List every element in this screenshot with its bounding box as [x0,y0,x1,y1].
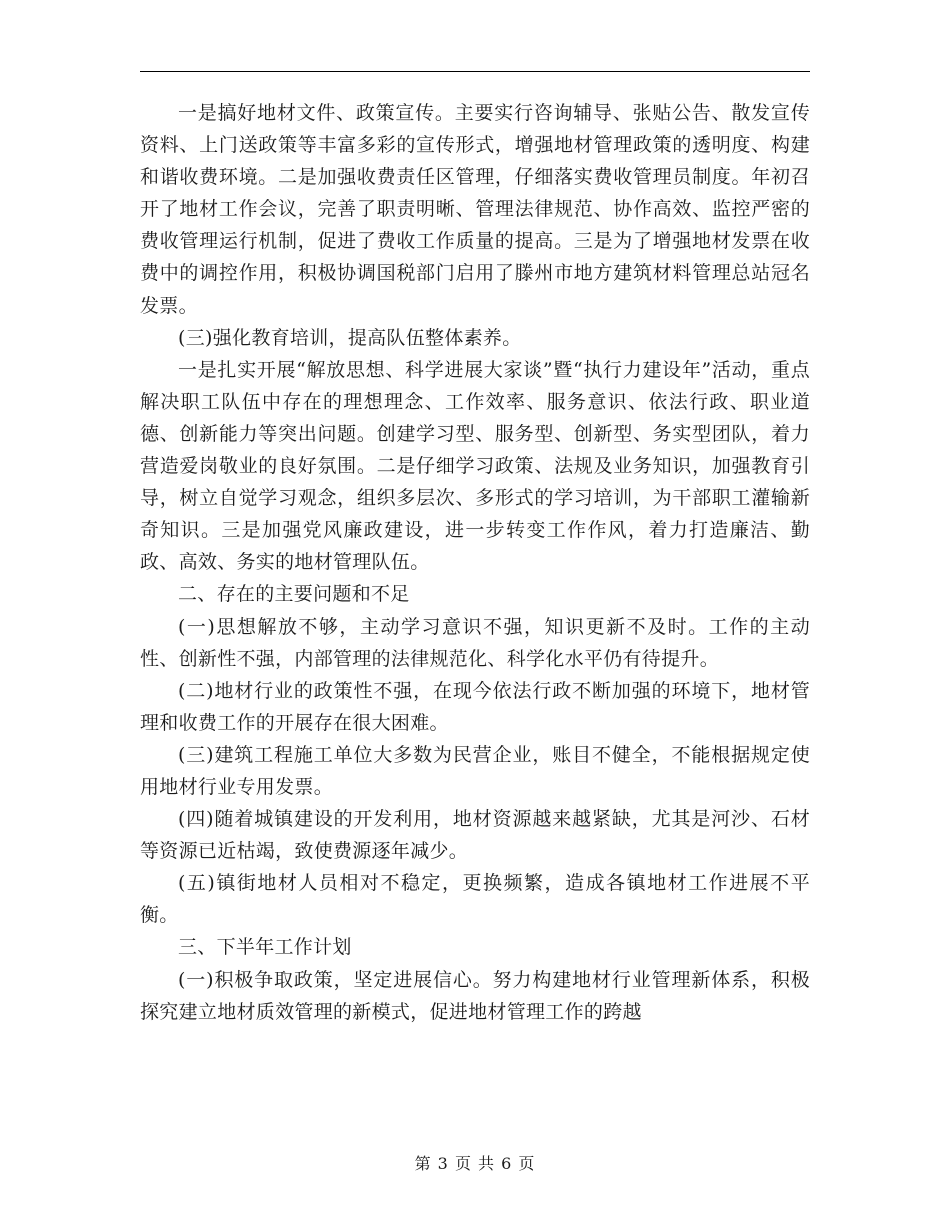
paragraph-problem-3: (三)建筑工程施工单位大多数为民营企业，账目不健全，不能根据规定使用地材行业专用发票。 [140,743,810,798]
paragraph-problem-4: (四)随着城镇建设的开发利用，地材资源越来越紧缺，尤其是河沙、石材等资源已近枯竭，致使费源逐年减少。 [140,808,810,863]
body-text [140,97,810,1028]
paragraph-problem-2: (二)地材行业的政策性不强，在现今依法行政不断加强的环境下，地材管理和收费工作的开展存在很大困难。 [140,679,810,734]
paragraph-problem-1: (一)思想解放不够，主动学习意识不强，知识更新不及时。工作的主动性、创新性不强，内部管理的法律规范化、科学化水平仍有待提升。 [140,615,810,670]
page-footer: 第 3 页 共 6 页 [414,1154,536,1173]
paragraph-problem-5: (五)镇街地材人员相对不稳定，更换频繁，造成各镇地材工作进展不平衡。 [140,872,810,927]
paragraph-publicity: 一是搞好地材文件、政策宣传。主要实行咨询辅导、张贴公告、散发宣传资料、上门送政策等丰富多彩的宣传形式，增强地材管理政策的透明度、构建和谐收费环境。二是加强收费责任区管理，仔细落实费收管理员制度。年初召开了地材工作会议，完善了职责明晰、管理法律规范、协作高效、监控严密的费收管理运行机制，促进了费收工作质量的提高。三是为了增强地材发票在收费中的调控作用，积极协调国税部门启用了滕州市地方建筑材料管理总站冠名发票。 [140,102,810,317]
header-rule [140,71,810,72]
paragraph-training: 一是扎实开展“解放思想、科学进展大家谈”暨“执行力建设年”活动，重点解决职工队伍中存在的理想理念、工作效率、服务意识、依法行政、职业道德、创新能力等突出问题。创建学习型、服务型、创新型、务实型团队，着力营造爱岗敬业的良好氛围。二是仔细学习政策、法规及业务知识，加强教育引导，树立自觉学习观念，组织多层次、多形式的学习培训，为干部职工灌输新奇知识。三是加强党风廉政建设，进一步转变工作作风，着力打造廉洁、勤政、高效、务实的地材管理队伍。 [140,358,810,574]
paragraph-plan-1: (一)积极争取政策，坚定进展信心。努力构建地材行业管理新体系，积极探究建立地材质效管理的新模式，促进地材管理工作的跨越 [140,968,810,1023]
section-heading-problems: 二、存在的主要问题和不足 [178,583,410,606]
paragraph-heading-training: (三)强化教育培训，提高队伍整体素养。 [178,326,522,349]
section-heading-plan: 三、下半年工作计划 [178,936,352,959]
